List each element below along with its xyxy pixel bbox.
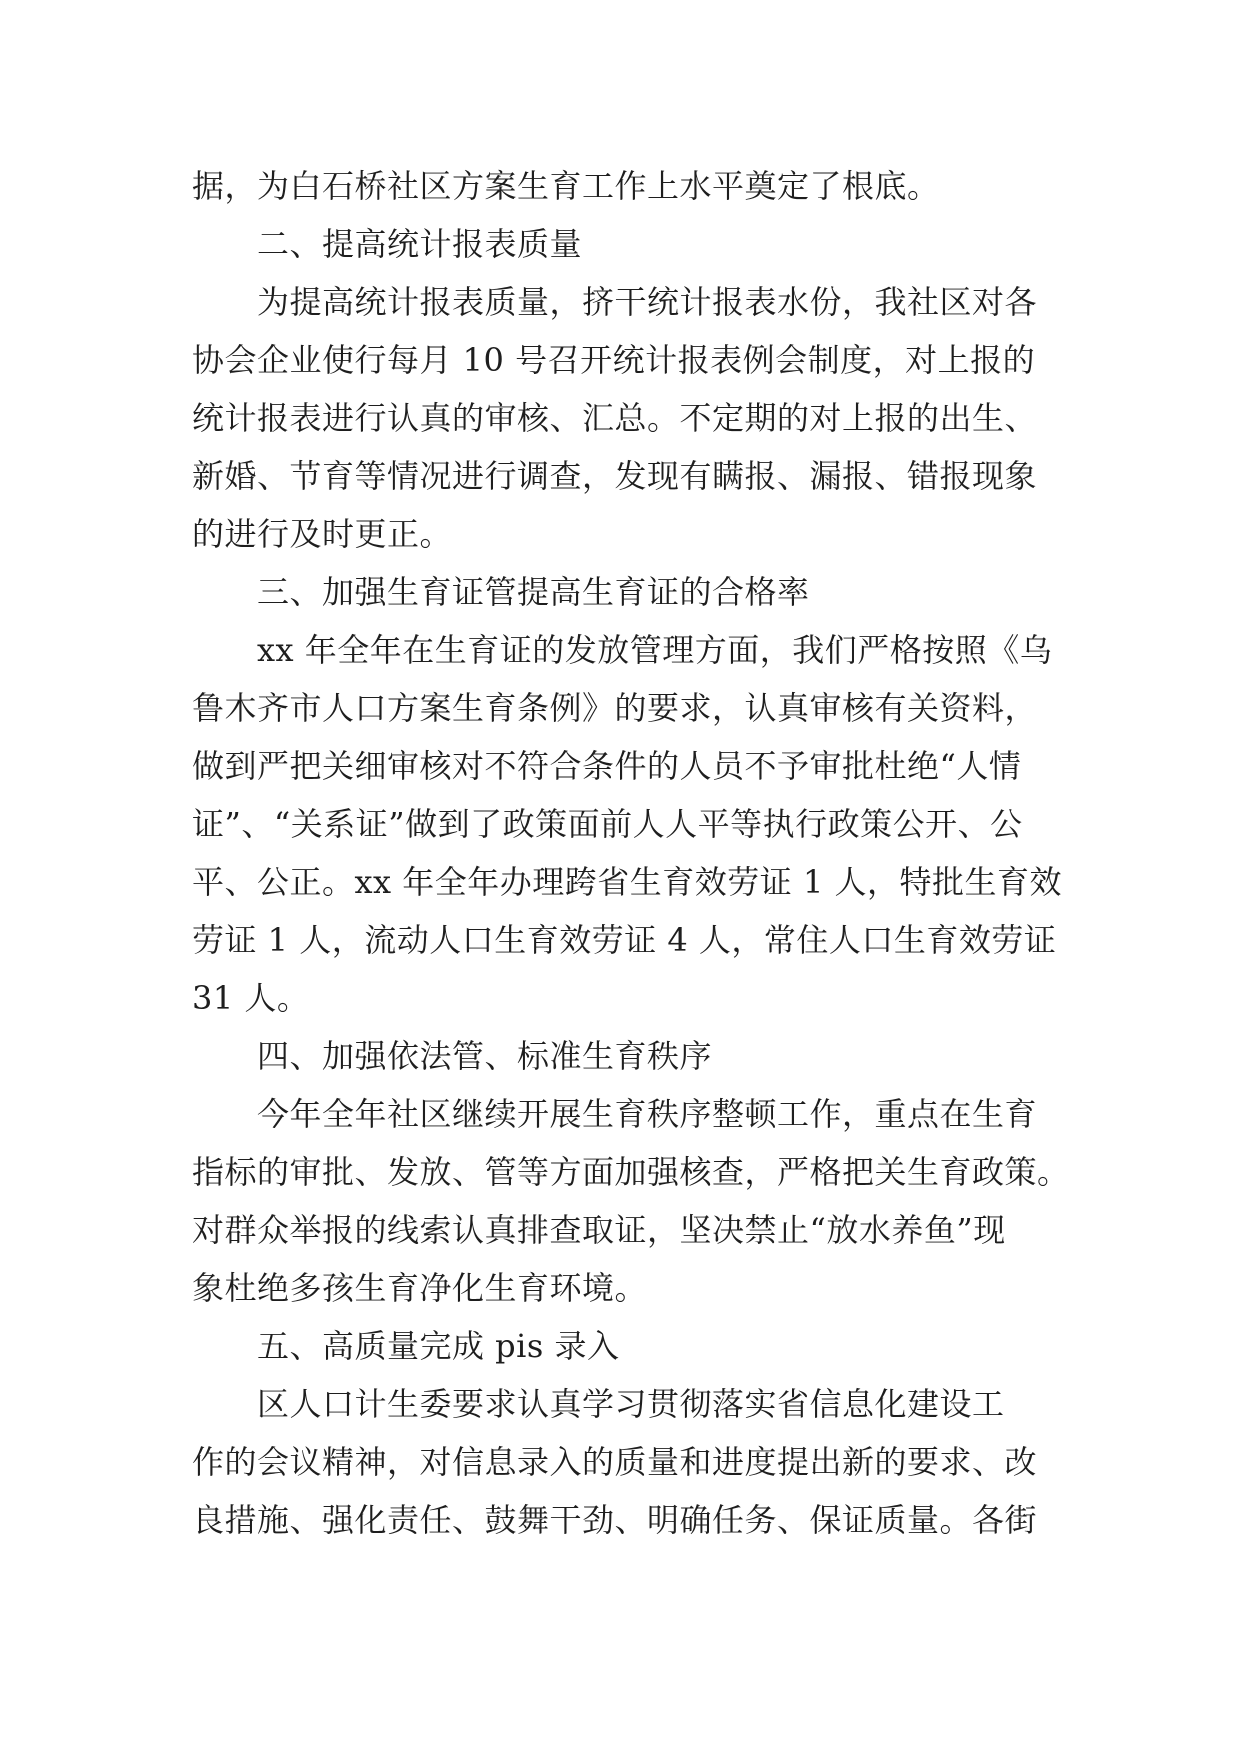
- text-line: 平、公正。xx 年全年办理跨省生育效劳证 1 人，特批生育效: [192, 863, 1062, 901]
- text-line: 统计报表进行认真的审核、汇总。不定期的对上报的出生、: [192, 399, 1038, 437]
- text-line: 区人口计生委要求认真学习贯彻落实省信息化建设工: [192, 1385, 1005, 1423]
- text-line: 作的会议精神，对信息录入的质量和进度提出新的要求、改: [192, 1443, 1038, 1481]
- section-heading: 五、高质量完成 pis 录入: [192, 1327, 620, 1365]
- text-line: 象杜绝多孩生育净化生育环境。: [192, 1269, 648, 1307]
- text-line: 做到严把关细审核对不符合条件的人员不予审批杜绝“人情: [192, 747, 1022, 785]
- text-line: 指标的审批、发放、管等方面加强核查，严格把关生育政策。: [192, 1153, 1070, 1191]
- text-line: 今年全年社区继续开展生育秩序整顿工作，重点在生育: [192, 1095, 1038, 1133]
- text-line: 劳证 1 人，流动人口生育效劳证 4 人，常住人口生育效劳证: [192, 921, 1057, 959]
- text-line: 为提高统计报表质量，挤干统计报表水份，我社区对各: [192, 283, 1038, 321]
- text-line: 协会企业使行每月 10 号召开统计报表例会制度，对上报的: [192, 341, 1036, 379]
- text-line: 的进行及时更正。: [192, 515, 453, 553]
- text-line: 据，为白石桥社区方案生育工作上水平奠定了根底。: [192, 167, 940, 205]
- text-line: 良措施、强化责任、鼓舞干劲、明确任务、保证质量。各街: [192, 1501, 1038, 1539]
- section-heading: 四、加强依法管、标准生育秩序: [192, 1037, 713, 1075]
- section-heading: 三、加强生育证管提高生育证的合格率: [192, 573, 810, 611]
- text-line: xx 年全年在生育证的发放管理方面，我们严格按照《乌: [192, 631, 1053, 669]
- section-heading: 二、提高统计报表质量: [192, 225, 583, 263]
- text-line: 对群众举报的线索认真排查取证，坚决禁止“放水养鱼”现: [192, 1211, 1006, 1249]
- text-line: 证”、“关系证”做到了政策面前人人平等执行政策公开、公: [192, 805, 1023, 843]
- text-line: 新婚、节育等情况进行调查，发现有瞒报、漏报、错报现象: [192, 457, 1038, 495]
- text-line: 31 人。: [192, 979, 310, 1017]
- text-line: 鲁木齐市人口方案生育条例》的要求，认真审核有关资料，: [192, 689, 1038, 727]
